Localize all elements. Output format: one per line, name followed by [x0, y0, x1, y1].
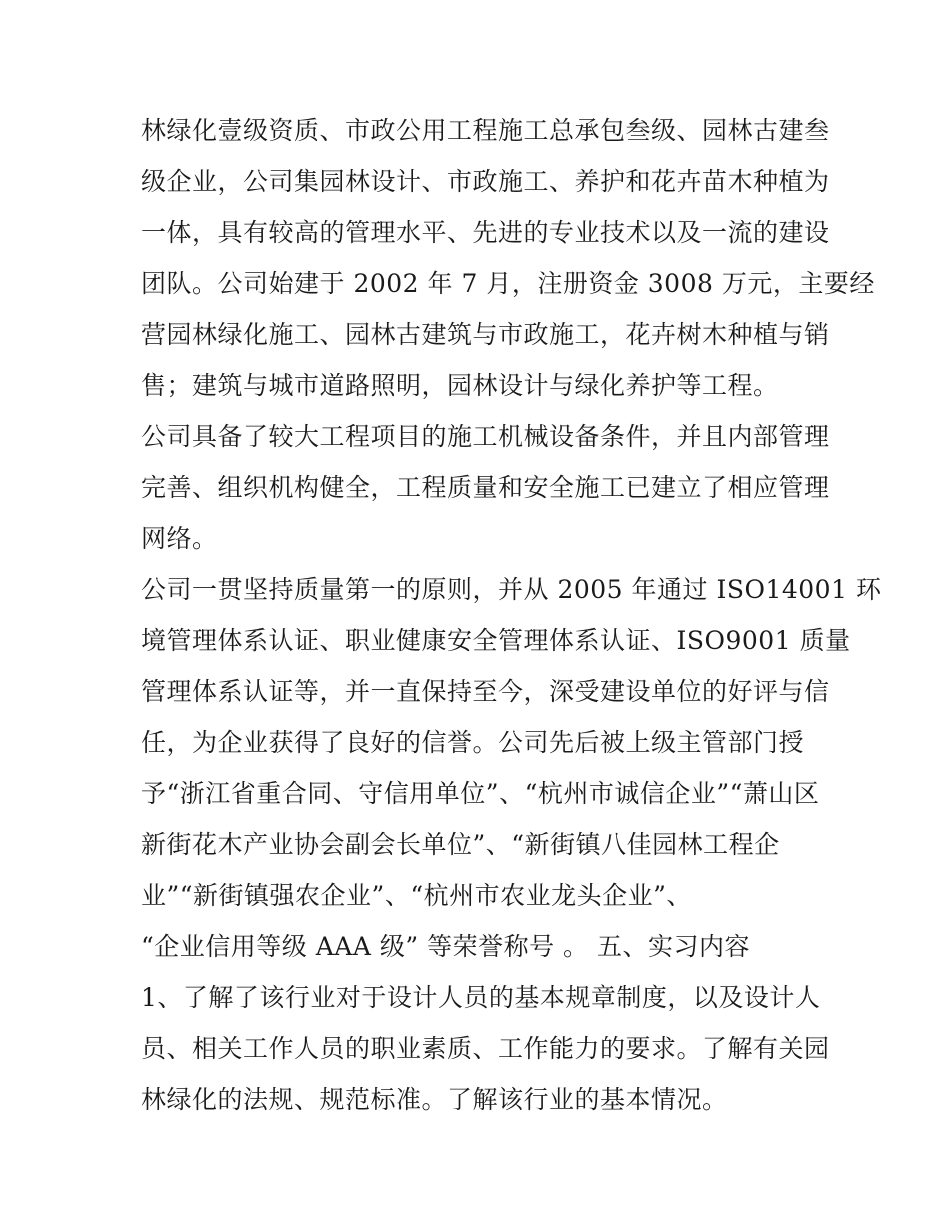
- text-line: 完善、组织机构健全，工程质量和安全施工已建立了相应管理: [141, 473, 830, 502]
- text-line: 林绿化壹级资质、市政公用工程施工总承包叁级、园林古建叁: [141, 116, 830, 145]
- text-line: 境管理体系认证、职业健康安全管理体系认证、ISO9001 质量: [141, 626, 851, 655]
- text-line: 公司具备了较大工程项目的施工机械设备条件，并且内部管理: [141, 422, 830, 451]
- text-line: 级企业，公司集园林设计、市政施工、养护和花卉苗木种植为: [141, 167, 830, 196]
- text-line: 一体，具有较高的管理水平、先进的专业技术以及一流的建设: [141, 218, 830, 247]
- text-line: 员、相关工作人员的职业素质、工作能力的要求。了解有关园: [141, 1034, 830, 1063]
- text-line: 新街花木产业协会副会长单位”、“新街镇八佳园林工程企: [141, 830, 780, 859]
- text-line: 业”“新街镇强农企业”、“杭州市农业龙头企业”、: [141, 881, 692, 910]
- document-body: [141, 105, 882, 1125]
- text-line: 售；建筑与城市道路照明，园林设计与绿化养护等工程。: [141, 371, 779, 400]
- text-line: 管理体系认证等，并一直保持至今，深受建设单位的好评与信: [141, 677, 830, 706]
- text-line: 营园林绿化施工、园林古建筑与市政施工，花卉树木种植与销: [141, 320, 830, 349]
- text-line: “企业信用等级 AAA 级” 等荣誉称号 。 五、实习内容: [141, 932, 750, 961]
- text-line: 公司一贯坚持质量第一的原则，并从 2005 年通过 ISO14001 环: [141, 575, 882, 604]
- text-line: 林绿化的法规、规范标准。了解该行业的基本情况。: [141, 1085, 728, 1114]
- text-line: 网络。: [141, 524, 218, 553]
- text-line: 团队。公司始建于 2002 年 7 月，注册资金 3008 万元，主要经: [141, 269, 875, 298]
- text-line: 任，为企业获得了良好的信誉。公司先后被上级主管部门授: [141, 728, 805, 757]
- text-line: 1、了解了该行业对于设计人员的基本规章制度，以及设计人: [141, 983, 821, 1012]
- text-line: 予“浙江省重合同、守信用单位”、“杭州市诚信企业”“萧山区: [141, 779, 820, 808]
